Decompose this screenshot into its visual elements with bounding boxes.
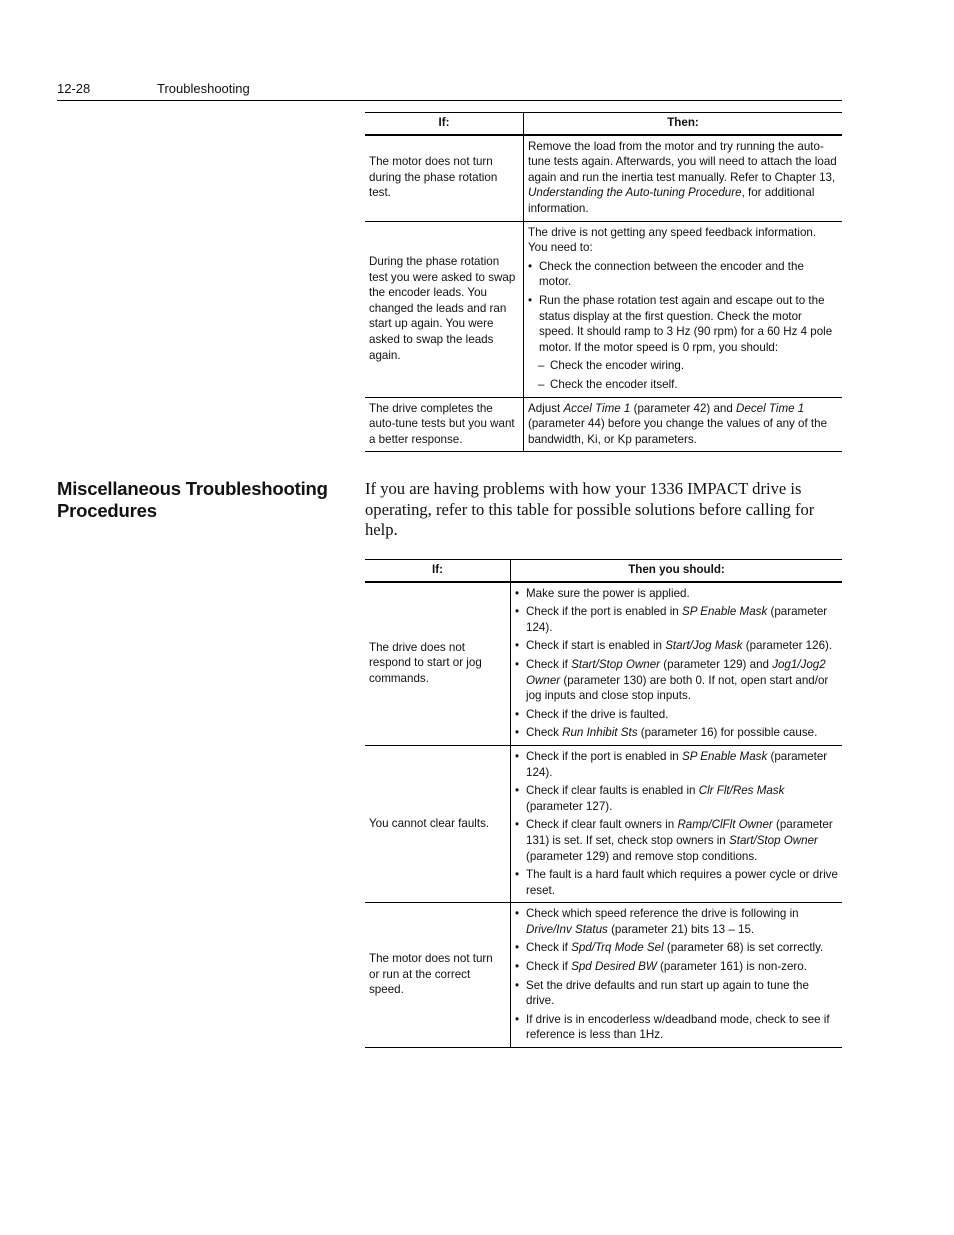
condition-cell: During the phase rotation test you were asked to swap the encoder leads. You changed the leads and ran start up again. You were asked to swap the leads again. xyxy=(365,221,524,397)
column-header-if: If: xyxy=(365,560,511,582)
auto-tune-troubleshooting-table xyxy=(365,112,842,452)
list-item: • Check the connection between the encoder and the motor. xyxy=(528,259,838,290)
table-row xyxy=(365,903,842,1048)
table-row xyxy=(365,135,842,221)
condition-cell: The motor does not turn during the phase rotation test. xyxy=(365,135,524,221)
column-header-then: Then you should: xyxy=(511,560,843,582)
column-header-then: Then: xyxy=(524,113,843,135)
section-heading: Miscellaneous Troubleshooting Procedures xyxy=(57,478,328,521)
header-title: Troubleshooting xyxy=(157,81,250,96)
condition-cell: You cannot clear faults. xyxy=(365,745,511,902)
list-item: • Check if the port is enabled in SP Enable Mask (parameter 124). xyxy=(515,604,838,635)
list-item: – Check the encoder wiring. xyxy=(528,358,838,374)
table-row xyxy=(365,745,842,902)
condition-cell: The drive completes the auto-tune tests but you want a better response. xyxy=(365,397,524,452)
list-item: • Check if Spd Desired BW (parameter 161) is non-zero. xyxy=(515,959,838,975)
table-row xyxy=(365,221,842,397)
section-intro: If you are having problems with how your 1336 IMPACT drive is operating, refer to this table for possible solutions before calling for help. xyxy=(365,479,815,539)
list-item: • Check if Spd/Trq Mode Sel (parameter 68) is set correctly. xyxy=(515,940,838,956)
list-item: • Check if clear faults is enabled in Clr Flt/Res Mask (parameter 127). xyxy=(515,783,838,814)
list-item: • Check if Start/Stop Owner (parameter 129) and Jog1/Jog2 Owner (parameter 130) are both 0. If not, open start and/or jog inputs and close stop inputs. xyxy=(515,657,838,704)
table-row xyxy=(365,582,842,746)
list-item: • Check if the port is enabled in SP Enable Mask (parameter 124). xyxy=(515,749,838,780)
list-item: • Set the drive defaults and run start up again to tune the drive. xyxy=(515,978,838,1009)
column-header-if: If: xyxy=(365,113,524,135)
list-item: • The fault is a hard fault which requires a power cycle or drive reset. xyxy=(515,867,838,898)
list-item: • Check if clear fault owners in Ramp/ClFlt Owner (parameter 131) is set. If set, check stop owners in Start/Stop Owner (parameter 129) and remove stop conditions. xyxy=(515,817,838,864)
list-item: • Check Run Inhibit Sts (parameter 16) for possible cause. xyxy=(515,725,838,741)
page-header xyxy=(57,80,842,101)
list-item: • If drive is in encoderless w/deadband mode, check to see if reference is less than 1Hz. xyxy=(515,1012,838,1043)
table-row xyxy=(365,397,842,452)
action-intro: The drive is not getting any speed feedback information. You need to: xyxy=(528,225,817,255)
list-item: – Check the encoder itself. xyxy=(528,377,838,393)
action-cell: Remove the load from the motor and try running the auto-tune tests again. Afterwards, you will need to attach the load again and run the inertia test manually. Refer to Chapter 13, Understanding the Auto-tuning Procedure, for additional information. xyxy=(524,135,843,221)
action-cell xyxy=(511,582,843,746)
action-cell xyxy=(511,903,843,1048)
list-item: • Check which speed reference the drive is following in Drive/Inv Status (parameter 21) bits 13 – 15. xyxy=(515,906,838,937)
action-cell xyxy=(524,221,843,397)
condition-cell: The drive does not respond to start or jog commands. xyxy=(365,582,511,746)
action-cell: Adjust Accel Time 1 (parameter 42) and Decel Time 1 (parameter 44) before you change the values of any of the bandwidth, Ki, or Kp parameters. xyxy=(524,397,843,452)
page-number: 12-28 xyxy=(57,81,91,96)
list-item: • Check if the drive is faulted. xyxy=(515,707,838,723)
misc-troubleshooting-table xyxy=(365,559,842,1048)
action-cell xyxy=(511,745,843,902)
condition-cell: The motor does not turn or run at the correct speed. xyxy=(365,903,511,1048)
list-item: • Run the phase rotation test again and escape out to the status display at the first question. Check the motor speed. It should ramp to 3 Hz (90 rpm) for a 60 Hz 4 pole motor. If the motor speed is 0 rpm, you should: – Check the encoder wiring. – Check the encoder itself. xyxy=(528,293,838,393)
list-item: • Check if start is enabled in Start/Jog Mask (parameter 126). xyxy=(515,638,838,654)
list-item: • Make sure the power is applied. xyxy=(515,586,838,602)
